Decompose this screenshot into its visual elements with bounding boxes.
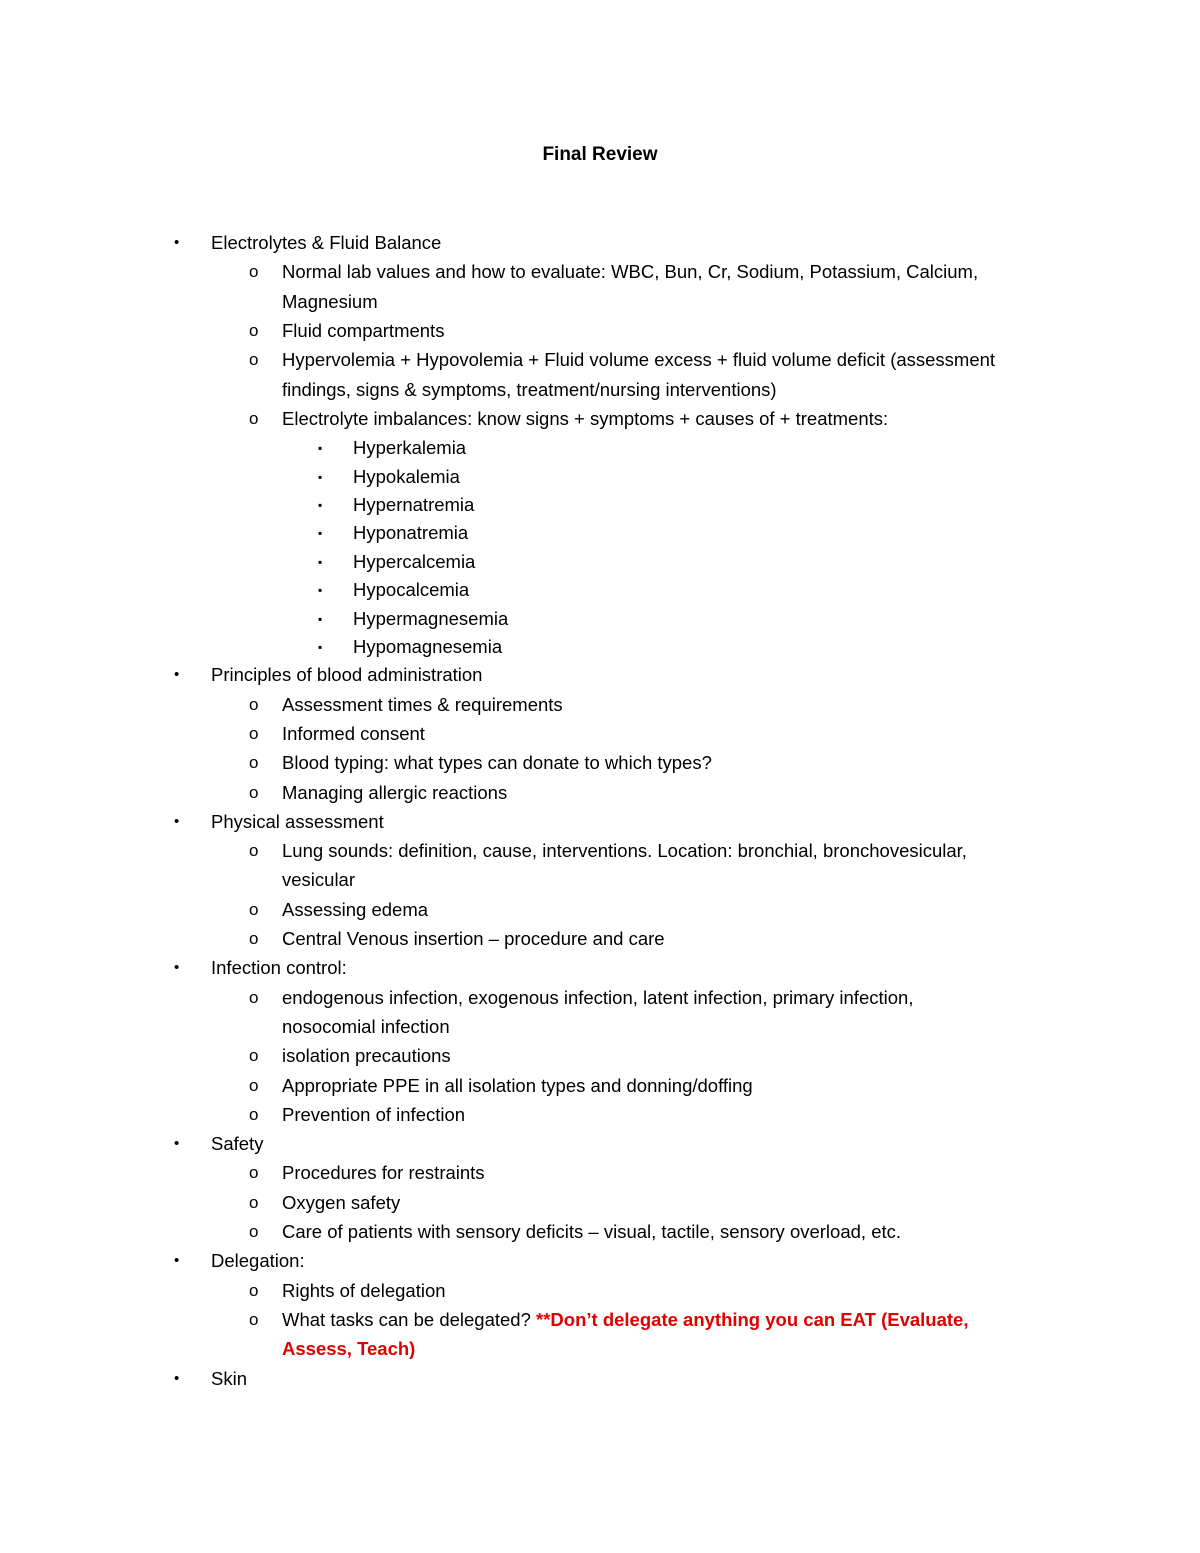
outline-subitem: Appropriate PPE in all isolation types and donning/doffing [282,1074,753,1096]
bullet-marker: • [174,666,180,684]
sub-bullet-marker: o [249,1192,259,1212]
emphasis-text: **Don’t delegate anything you can EAT (Evaluate, [536,1308,969,1330]
sub-bullet-marker: o [249,1163,259,1183]
outline-item: Principles of blood administration [211,664,483,686]
outline-subitem: vesicular [282,869,355,891]
subsub-bullet-marker: ▪ [318,441,323,456]
outline-subitem: Magnesium [282,290,378,312]
outline-subitem: Assessment times & requirements [282,693,563,715]
bullet-marker: • [174,959,180,977]
sub-bullet-marker: o [249,350,259,370]
bullet-marker: • [174,1369,180,1387]
outline-item: Infection control: [211,957,347,979]
outline-subitem: Rights of delegation [282,1279,446,1301]
sub-bullet-marker: o [249,753,259,773]
outline-subitem: Normal lab values and how to evaluate: WBC, Bun, Cr, Sodium, Potassium, Calcium, [282,261,979,283]
bullet-marker: • [174,234,180,251]
bullet-marker: • [174,1252,180,1270]
sub-bullet-marker: o [249,1309,259,1329]
outline-subitem: Prevention of infection [282,1103,466,1125]
outline-subitem: Informed consent [282,722,425,744]
outline-subsubitem: Hypomagnesemia [353,635,503,657]
subsub-bullet-marker: ▪ [318,526,323,541]
outline-subitem: isolation precautions [282,1045,451,1067]
outline-subsubitem: Hypercalcemia [353,550,476,572]
outline-subitem: endogenous infection, exogenous infection, latent infection, primary infection, [282,986,914,1008]
sub-bullet-marker: o [249,320,259,340]
outline-subsubitem: Hypokalemia [353,465,460,487]
outline-subsubitem: Hyperkalemia [353,437,467,459]
outline-subitem: Lung sounds: definition, cause, interventions. Location: bronchial, bronchovesicular, [282,840,967,862]
outline-subitem: Blood typing: what types can donate to which types? [282,752,712,774]
emphasis-text: Assess, Teach) [282,1338,416,1360]
sub-bullet-marker: o [249,929,259,948]
sub-bullet-marker: o [249,987,259,1007]
subsub-bullet-marker: ▪ [318,497,323,512]
document-title: Final Review [542,144,658,165]
sub-bullet-marker: o [249,408,259,428]
outline-subsubitem: Hypernatremia [353,493,475,515]
outline-subitem: Assessing edema [282,898,429,920]
outline-subitem: Procedures for restraints [282,1162,485,1184]
outline-subitem: Electrolyte imbalances: know signs + symptoms + causes of + treatments: [282,407,889,429]
bullet-marker: • [174,1135,180,1153]
sub-bullet-marker: o [249,1046,259,1066]
sub-bullet-marker: o [249,1104,259,1124]
subsub-bullet-marker: ▪ [318,583,323,598]
bullet-marker: • [174,812,180,830]
sub-bullet-marker: o [249,262,259,282]
outline-subitem: Hypervolemia + Hypovolemia + Fluid volume excess + fluid volume deficit (assessment [282,349,996,371]
outline-item: Delegation: [211,1250,305,1272]
subsub-bullet-marker: ▪ [318,469,323,484]
outline-subsubitem: Hypermagnesemia [353,607,509,629]
outline-subitem: Oxygen safety [282,1191,401,1213]
subsub-bullet-marker: ▪ [318,639,323,654]
outline-item: Skin [211,1367,247,1389]
subsub-bullet-marker: ▪ [318,554,323,569]
sub-bullet-marker: o [249,841,259,861]
outline-item: Physical assessment [211,810,384,832]
sub-bullet-marker: o [249,1280,259,1300]
sub-bullet-marker: o [249,694,259,714]
outline-subitem: nosocomial infection [282,1015,450,1037]
outline-subsubitem: Hyponatremia [353,522,469,544]
outline-item: Safety [211,1133,264,1155]
outline-subitem: Fluid compartments [282,319,445,341]
sub-bullet-marker: o [249,899,259,919]
sub-bullet-marker: o [249,1222,259,1241]
subsub-bullet-marker: ▪ [318,611,323,626]
outline-subitem: findings, signs & symptoms, treatment/nursing interventions) [282,378,777,400]
sub-bullet-marker: o [249,723,259,743]
outline-subitem: Managing allergic reactions [282,781,508,803]
outline-subsubitem: Hypocalcemia [353,579,470,601]
outline-subitem: Care of patients with sensory deficits – visual, tactile, sensory overload, etc. [282,1221,902,1242]
sub-bullet-marker: o [249,782,259,802]
sub-bullet-marker: o [249,1075,259,1095]
outline-subitem: What tasks can be delegated? **Don’t delegate anything you can EAT (Evaluate, [282,1308,969,1330]
outline-subitem: Central Venous insertion – procedure and care [282,928,665,949]
outline-item: Electrolytes & Fluid Balance [211,232,442,253]
